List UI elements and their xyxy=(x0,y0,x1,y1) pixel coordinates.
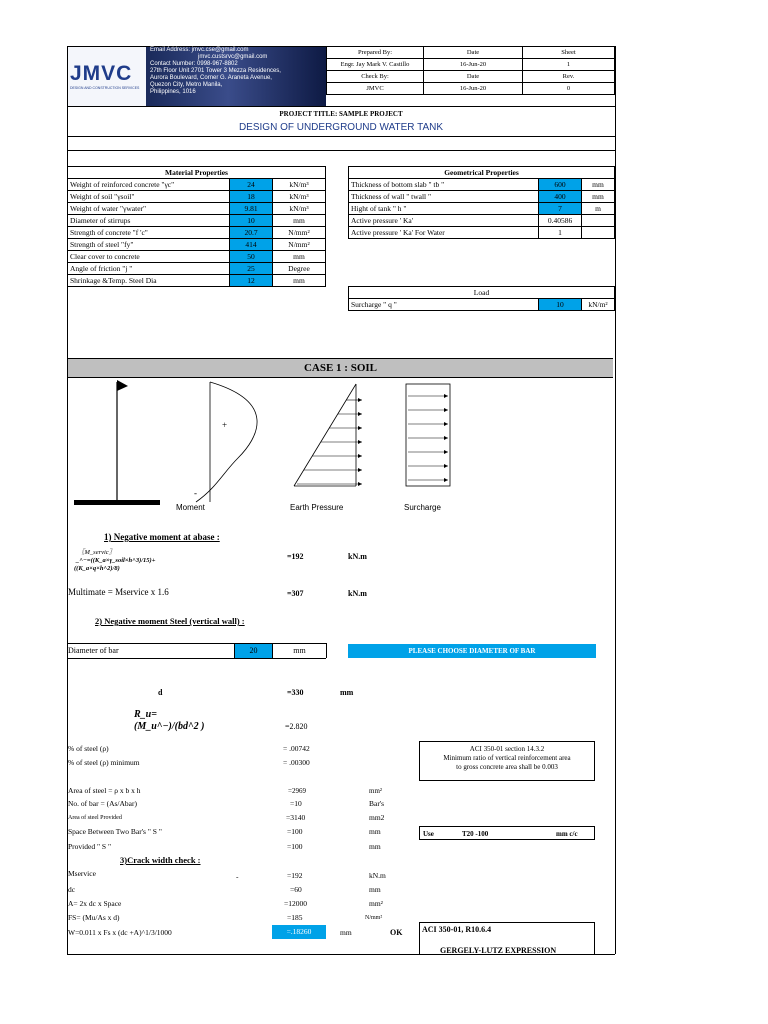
area-unit: mm² xyxy=(369,787,382,795)
a-label: A= 2x dc x Space xyxy=(68,899,122,908)
check-date-value: 16-Jun-20 xyxy=(424,83,523,95)
area-value: =2969 xyxy=(288,787,306,795)
geometry-row xyxy=(349,179,615,191)
date-label: Date xyxy=(424,47,523,59)
arrow-head xyxy=(358,398,362,402)
ru-label-1: R_u= xyxy=(134,709,157,720)
w-unit: mm xyxy=(340,928,352,937)
material-label: Strength of concrete "f 'c" xyxy=(68,227,230,239)
geometry-label: Active pressure ' Ka' For Water xyxy=(349,227,539,239)
spacing-unit: mm xyxy=(369,827,381,836)
area-label: Area of steel = ρ x b x h xyxy=(68,786,141,795)
material-label: Strength of steel "fy" xyxy=(68,239,230,251)
aci-note-box xyxy=(419,741,595,781)
check-by-label: Check By: xyxy=(327,71,424,83)
geometry-unit xyxy=(582,215,615,227)
section1-heading: 1) Negative moment at abase : xyxy=(104,532,220,542)
wall-diagram xyxy=(74,380,160,505)
rho-min-label: % of steel (ρ) minimum xyxy=(68,758,140,767)
material-label: Shrinkage &Temp. Steel Dia xyxy=(68,275,230,287)
rule xyxy=(67,658,326,659)
geometry-value-input[interactable]: 600 xyxy=(539,179,582,191)
surcharge-arrows xyxy=(408,394,448,482)
prepared-date-value: 16-Jun-20 xyxy=(424,59,523,71)
provided-spacing-value: =100 xyxy=(287,842,303,851)
rule xyxy=(67,136,615,137)
ru-value: =2.820 xyxy=(285,722,308,731)
ru-label-2: (M_u^−)/(bd^2 ) xyxy=(134,721,205,732)
reference-1: ACI 350-01, R10.6.4 xyxy=(422,925,492,934)
email-2: jmvc.custsrvc@gmail.com xyxy=(198,54,268,60)
material-unit: mm xyxy=(273,251,326,263)
formula-line-1: 〖M_servic〗 xyxy=(78,549,116,556)
company-logo: JMVC xyxy=(70,62,133,85)
geometry-unit: m xyxy=(582,203,615,215)
material-unit: N/mm² xyxy=(273,227,326,239)
material-value-input[interactable]: 10 xyxy=(230,215,273,227)
material-row xyxy=(68,239,326,251)
check-date-label: Date xyxy=(424,71,523,83)
aci-note-text-1: Minimum ratio of vertical reinforcement area xyxy=(443,754,571,762)
material-value-input[interactable]: 12 xyxy=(230,275,273,287)
aci-note-title: ACI 350-01 section 14.3.2 xyxy=(469,745,545,753)
material-row xyxy=(68,179,326,191)
material-row xyxy=(68,275,326,287)
m-ultimate-label: Multimate = Mservice x 1.6 xyxy=(68,587,169,597)
dc-value: =60 xyxy=(290,885,302,894)
rho-min-value: = .00300 xyxy=(283,758,310,767)
d-label: d xyxy=(158,688,163,697)
moment-plus: + xyxy=(222,420,228,430)
arrow-head xyxy=(444,394,448,398)
approval-table xyxy=(326,46,615,95)
spacing-value: =100 xyxy=(287,827,303,836)
use-value: T20 -100 xyxy=(462,830,489,838)
address-line-1: 27th Floor Unit 2701 Tower 3 Mezza Residences, xyxy=(150,68,281,74)
earth-pressure-diagram xyxy=(294,384,356,486)
address-line-2: Aurora Boulevard, Corner G. Araneta Avenue, xyxy=(150,75,272,81)
surcharge-diagram-label: Surcharge xyxy=(404,503,441,512)
rho-label: % of steel (ρ) xyxy=(68,744,109,753)
geometry-value: 1 xyxy=(539,227,582,239)
fs-label: FS= (Mu/As x d) xyxy=(68,913,120,922)
prepared-by-value: Engr. Jay Mark V. Castillo xyxy=(327,59,424,71)
moment-minus: - xyxy=(194,488,197,498)
arrow-head xyxy=(444,450,448,454)
dc-label: dc xyxy=(68,885,76,894)
m-service-check-dash: - xyxy=(236,872,239,881)
moment-diagram xyxy=(196,382,257,502)
geometry-heading: Geometrical Properties xyxy=(349,167,615,179)
geometry-label: Thickness of wall " twall " xyxy=(349,191,539,203)
m-service-value: =192 xyxy=(287,552,304,561)
rule xyxy=(326,643,327,658)
bar-diameter-unit: mm xyxy=(293,646,306,655)
material-row xyxy=(68,227,326,239)
no-of-bar-label: No. of bar = (As/Abar) xyxy=(68,799,138,808)
geometry-label: Hight of tank " h " xyxy=(349,203,539,215)
earth-pressure-label: Earth Pressure xyxy=(290,503,344,512)
material-unit: N/mm² xyxy=(273,239,326,251)
geometry-value-input[interactable]: 7 xyxy=(539,203,582,215)
fs-unit: N/mm² xyxy=(365,915,383,921)
material-value-input[interactable]: 18 xyxy=(230,191,273,203)
material-row xyxy=(68,191,326,203)
m-ultimate-unit: kN.m xyxy=(348,589,367,598)
arrow-head xyxy=(444,422,448,426)
a-value: =12000 xyxy=(284,899,307,908)
check-by-value: JMVC xyxy=(327,83,424,95)
provided-spacing-label: Provided " S " xyxy=(68,842,112,851)
arrow-head xyxy=(444,464,448,468)
w-label: W=0.011 x Fs x (dc +A)^1/3/1000 xyxy=(68,928,172,937)
logo-tagline: DESIGN AND CONSTRUCTION SERVICES xyxy=(70,86,140,90)
d-value: =330 xyxy=(287,688,304,697)
project-title: PROJECT TITLE: SAMPLE PROJECT xyxy=(279,110,403,118)
m-service-check-value: =192 xyxy=(287,871,303,880)
rho-value: = .00742 xyxy=(283,744,310,753)
formula-line-3: ((K_a×q×h^2)/8) xyxy=(74,565,120,572)
email: Email Address: jmvc.cse@gmail.com xyxy=(150,47,249,53)
no-of-bar-value: =10 xyxy=(290,799,302,808)
material-unit: kN/m³ xyxy=(273,179,326,191)
m-service-check-unit: kN.m xyxy=(369,871,386,880)
material-value-input[interactable]: 24 xyxy=(230,179,273,191)
case1-diagrams xyxy=(68,378,468,513)
material-value-input[interactable]: 50 xyxy=(230,251,273,263)
d-unit: mm xyxy=(340,688,354,697)
no-of-bar-unit: Bar's xyxy=(369,799,385,808)
address-line-4: Philippines, 1016 xyxy=(150,89,196,95)
arrow-head xyxy=(358,454,362,458)
material-unit: mm xyxy=(273,215,326,227)
contact-number: Contact Number: 0998-967-8802 xyxy=(150,61,238,67)
m-service-unit: kN.m xyxy=(348,552,367,561)
material-row xyxy=(68,215,326,227)
bar-diameter-label: Diameter of bar xyxy=(68,646,119,655)
choose-diameter-button[interactable]: PLEASE CHOOSE DIAMETER OF BAR xyxy=(348,644,596,658)
use-unit: mm c/c xyxy=(556,830,578,838)
material-value-input[interactable]: 25 xyxy=(230,263,273,275)
case-title: CASE 1 : SOIL xyxy=(68,358,613,378)
m-ultimate-value: =307 xyxy=(287,589,304,598)
material-row xyxy=(68,251,326,263)
geometry-row xyxy=(349,227,615,239)
arrow-head xyxy=(444,436,448,440)
material-label: Clear cover to concrete xyxy=(68,251,230,263)
sheet-number: 1 xyxy=(523,59,615,71)
use-label: Use xyxy=(423,830,434,838)
earth-arrows xyxy=(297,398,362,486)
surcharge-label: Surcharge " q " xyxy=(349,299,539,311)
dc-unit: mm xyxy=(369,885,381,894)
geometry-value-input[interactable]: 400 xyxy=(539,191,582,203)
material-value-input[interactable]: 20.7 xyxy=(230,227,273,239)
material-unit: kN/m³ xyxy=(273,203,326,215)
material-label: Diameter of stirrups xyxy=(68,215,230,227)
material-unit: Degree xyxy=(273,263,326,275)
section2-heading: 2) Negative moment Steel (vertical wall) : xyxy=(95,616,245,626)
arrow-head xyxy=(444,408,448,412)
sheet-label: Sheet xyxy=(523,47,615,59)
provided-area-label: Area of steel Provided xyxy=(68,815,122,821)
aci-note-text-2: to gross concrete area shall be 0.003 xyxy=(456,763,558,771)
geometry-row xyxy=(349,191,615,203)
w-value: =.18260 xyxy=(272,925,326,939)
material-row xyxy=(68,263,326,275)
geometry-unit: mm xyxy=(582,191,615,203)
material-unit: mm xyxy=(273,275,326,287)
geometry-unit xyxy=(582,227,615,239)
load-heading: Load xyxy=(349,287,615,299)
arrow-head xyxy=(358,440,362,444)
arrow-head xyxy=(358,426,362,430)
load-table xyxy=(348,286,615,311)
rule xyxy=(67,643,326,644)
section3-heading: 3)Crack width check : xyxy=(120,855,201,865)
provided-area-value: =3140 xyxy=(286,813,306,822)
arrow-head xyxy=(358,482,362,486)
surcharge-input[interactable]: 10 xyxy=(539,299,582,311)
moment-label: Moment xyxy=(176,503,205,512)
arrow-head xyxy=(444,478,448,482)
spacing-label: Space Between Two Bar's " S " xyxy=(68,827,162,836)
geometry-row xyxy=(349,203,615,215)
m-service-check-label: Mservice xyxy=(68,869,96,878)
material-label: Angle of friction "j " xyxy=(68,263,230,275)
geometry-value: 0.40586 xyxy=(539,215,582,227)
material-label: Weight of water "γwater" xyxy=(68,203,230,215)
crack-check-status: OK xyxy=(390,928,403,937)
arrow-head xyxy=(358,412,362,416)
address-line-3: Quezon City, Metro Manila, xyxy=(150,82,223,88)
design-title: DESIGN OF UNDERGROUND WATER TANK xyxy=(238,122,444,133)
material-label: Weight of reinforced concrete "γc" xyxy=(68,179,230,191)
rule xyxy=(67,150,615,151)
material-heading: Material Properties xyxy=(68,167,326,179)
rule xyxy=(67,954,615,955)
surcharge-unit: kN/m² xyxy=(582,299,615,311)
surcharge-diagram xyxy=(406,384,450,486)
rule xyxy=(67,106,615,107)
material-label: Weight of soil "γsoil" xyxy=(68,191,230,203)
material-row xyxy=(68,203,326,215)
rev-label: Rev. xyxy=(523,71,615,83)
geometry-label: Thickness of bottom slab " tb " xyxy=(349,179,539,191)
bar-diameter-input[interactable]: 20 xyxy=(235,644,272,658)
arrow-head xyxy=(358,468,362,472)
fs-value: =185 xyxy=(287,913,303,922)
a-unit: mm² xyxy=(369,899,383,908)
reference-2: GERGELY-LUTZ EXPRESSION xyxy=(440,946,557,955)
geometrical-properties-table xyxy=(348,166,615,239)
prepared-by-label: Prepared By: xyxy=(327,47,424,59)
formula-line-2: _^−=((K_a×γ_soil×h^3)/15)+ xyxy=(76,557,156,564)
provided-area-unit: mm2 xyxy=(369,813,385,822)
material-unit: kN/m³ xyxy=(273,191,326,203)
geometry-unit: mm xyxy=(582,179,615,191)
material-value-input[interactable]: 414 xyxy=(230,239,273,251)
material-value-input[interactable]: 9.81 xyxy=(230,203,273,215)
rev-number: 0 xyxy=(523,83,615,95)
material-properties-table xyxy=(67,166,326,287)
geometry-label: Active pressure ' Ka' xyxy=(349,215,539,227)
provided-spacing-unit: mm xyxy=(369,842,381,851)
geometry-row xyxy=(349,215,615,227)
company-info xyxy=(150,47,281,96)
